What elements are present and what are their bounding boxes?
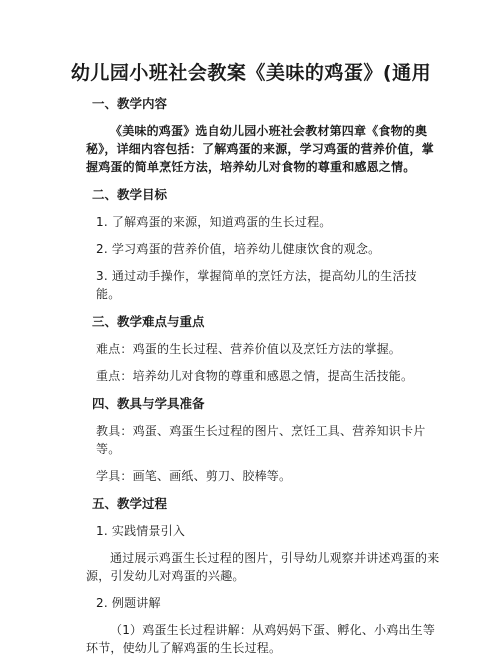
section-heading-teaching-goals: 二、教学目标 (92, 187, 168, 202)
difficulty-paragraph: 难点：鸡蛋的生长过程、营养价值以及烹饪方法的掌握。 (96, 342, 402, 356)
goal-item-1: 1. 了解鸡蛋的来源，知道鸡蛋的生长过程。 (96, 215, 332, 229)
teaching-content-paragraph: 《美味的鸡蛋》选自幼儿园小班社会教材第四章《食物的奥秘》，详细内容包括：了解鸡蛋的来源，学习鸡蛋的营养价值，掌握鸡蛋的简单烹饪方法，培养幼儿对食物的尊重和感恩之情。 (86, 124, 434, 174)
goal-item-2: 2. 学习鸡蛋的营养价值，培养幼儿健康饮食的观念。 (96, 242, 381, 256)
section-heading-materials: 四、教具与学具准备 (92, 396, 205, 411)
section-heading-difficulties: 三、教学难点与重点 (92, 314, 205, 329)
process-step-2-text: （1）鸡蛋生长过程讲解：从鸡妈妈下蛋、孵化、小鸡出生等环节，使幼儿了解鸡蛋的生长过程。 (86, 623, 436, 655)
document-body (86, 96, 440, 666)
process-step-1-title: 1. 实践情景引入 (96, 524, 186, 538)
goal-item-3: 3. 通过动手操作，掌握简单的烹饪方法，提高幼儿的生活技能。 (96, 269, 417, 301)
key-point-paragraph: 重点：培养幼儿对食物的尊重和感恩之情，提高生活技能。 (96, 369, 414, 383)
student-tools-paragraph: 学具：画笔、画纸、剪刀、胶棒等。 (96, 469, 292, 483)
section-heading-teaching-content: 一、教学内容 (92, 96, 168, 111)
section-heading-process: 五、教学过程 (92, 496, 168, 511)
process-step-1-text: 通过展示鸡蛋生长过程的图片，引导幼儿观察并讲述鸡蛋的来源，引发幼儿对鸡蛋的兴趣。 (86, 551, 440, 583)
document-title: 幼儿园小班社会教案《美味的鸡蛋》(通用 (70, 62, 432, 84)
teaching-aids-paragraph: 教具：鸡蛋、鸡蛋生长过程的图片、烹饪工具、营养知识卡片等。 (96, 424, 426, 456)
process-step-2-title: 2. 例题讲解 (96, 596, 161, 610)
